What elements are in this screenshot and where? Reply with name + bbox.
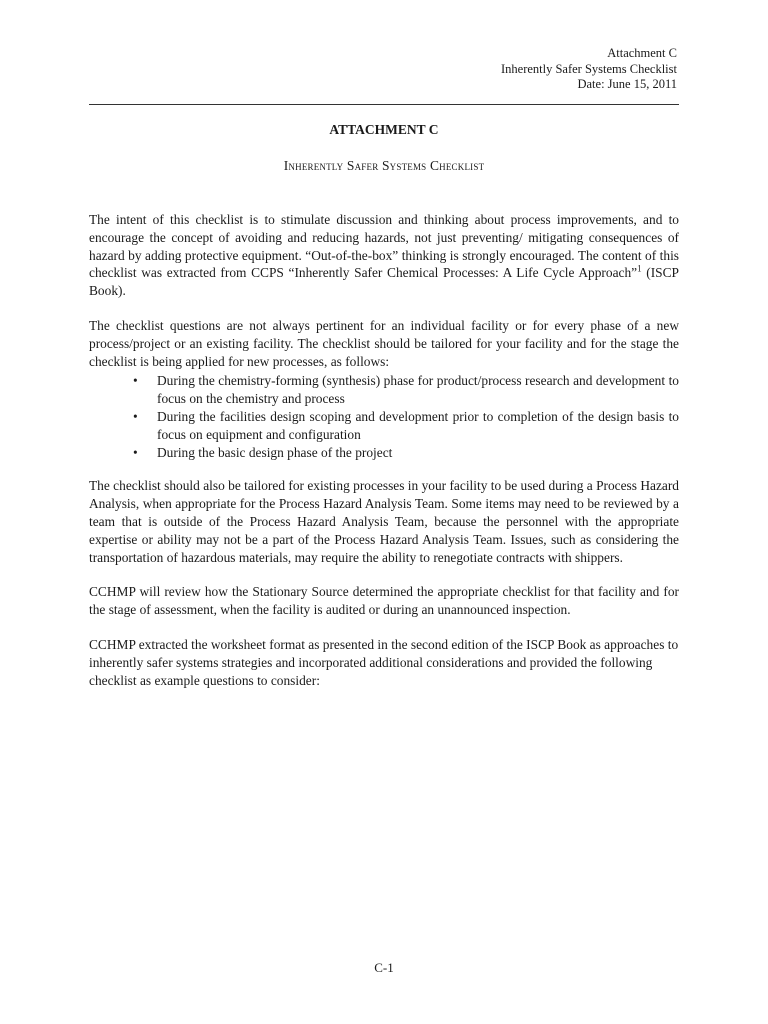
intro-text-end: (ISCP Book). [89,265,680,299]
list-item [89,444,679,462]
page-subtitle: Inherently Safer Systems Checklist [283,158,485,173]
list-item-text: During the basic design phase of the project [157,444,393,460]
page-header [501,46,677,93]
list-item [89,408,679,444]
tailoring-paragraph: The checklist questions are not always pertinent for an individual facility or for every phase of a new process/project or an existing facility. The checklist should be tailored for your facility and for the stage the checklist is being applied for new processes, as follows: [89,317,679,369]
page-title: ATTACHMENT C [329,122,439,137]
bullet-icon: • [133,408,138,424]
phase-bullet-list [89,372,679,461]
bullet-icon: • [133,444,138,460]
intro-paragraph [89,211,679,300]
list-item [89,372,679,408]
header-divider [89,104,679,105]
existing-process-paragraph: The checklist should also be tailored for existing processes in your facility to be used during a Process Hazard Analysis, when appropriate for the Process Hazard Analysis Team. Some items may need to be reviewed by a team that is outside of the Process Hazard Analysis Team, because the personnel with the appropriate expertise or ability may not be a part of the Process Hazard Analysis Team. Issues, such as considering the transportation of hazardous materials, may require the ability to renegotiate contracts with shippers. [89,478,679,565]
header-attachment-label: Attachment C [607,46,677,60]
worksheet-paragraph: CCHMP extracted the worksheet format as presented in the second edition of the ISCP Book as approaches to inherently safer systems strategies and incorporated additional considerations and provided the following checklist as example questions to consider: [89,636,679,688]
header-date: Date: June 15, 2011 [577,77,677,91]
list-item-text: During the chemistry-forming (synthesis) phase for product/process research and development to focus on the chemistry and process [157,373,679,407]
bullet-icon: • [133,373,138,389]
review-paragraph: CCHMP will review how the Stationary Source determined the appropriate checklist for that facility and for the stage of assessment, when the facility is audited or during an unannounced inspection. [89,584,679,618]
header-document-title: Inherently Safer Systems Checklist [500,61,677,76]
list-item-text: During the facilities design scoping and development prior to completion of the design basis to focus on equipment and configuration [157,408,679,442]
page-number: C-1 [374,960,394,975]
footnote-marker: 1 [637,263,642,274]
document-body [89,211,679,689]
intro-text: The intent of this checklist is to stimulate discussion and thinking about process improvements, and to encourage the concept of avoiding and reducing hazards, not just preventing/ mitigating consequences of hazard by adding protective equipment. “Out-of-the-box” thinking is strongly encouraged. The content of this checklist was extracted from CCPS “Inherently Safer Chemical Processes: A Life Cycle Approach” [89,212,679,281]
